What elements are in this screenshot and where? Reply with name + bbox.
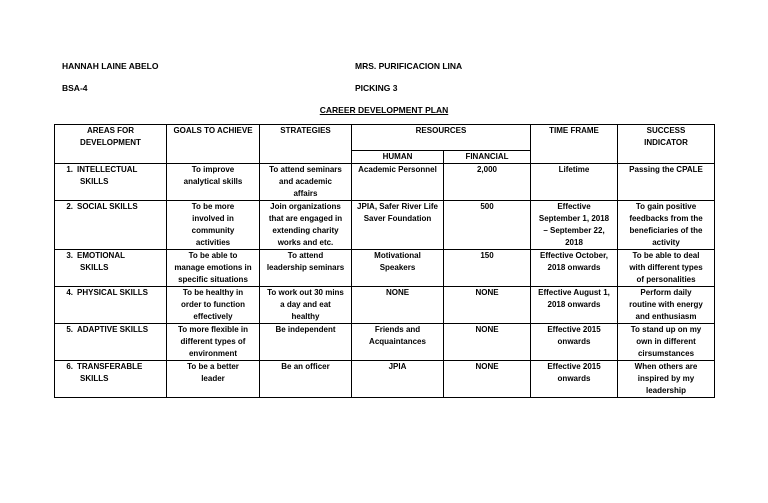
success-indicator-cell (618, 250, 715, 287)
header-areas: AREAS FOR DEVELOPMENT (55, 125, 167, 164)
strategy-cell-line: Join organizations (270, 202, 341, 211)
goal-cell (167, 250, 260, 287)
time-frame-cell-line: Effective 2015 (547, 362, 601, 371)
header-human: HUMAN (352, 151, 444, 164)
table-row (55, 201, 715, 250)
area-name: PHYSICAL SKILLS (77, 288, 148, 297)
strategy-cell-line: healthy (291, 312, 320, 321)
strategy-cell (260, 164, 352, 201)
area-name-cont: SKILLS (80, 177, 109, 186)
strategy-cell-line: affairs (293, 189, 318, 198)
area-number: 6. (66, 362, 73, 371)
strategy-cell-line: and academic (279, 177, 332, 186)
area-number: 2. (66, 202, 73, 211)
area-cell (55, 250, 167, 287)
success-indicator-cell-line: activity (652, 238, 680, 247)
strategy-cell-line: To work out 30 mins (267, 288, 344, 297)
goal-cell-line: analytical skills (183, 177, 243, 186)
area-number: 5. (66, 325, 73, 334)
success-indicator-cell-line: and enthusiasm (635, 312, 697, 321)
time-frame-cell (531, 287, 618, 324)
goal-cell-line: leader (201, 374, 225, 383)
area-name: EMOTIONAL (77, 251, 125, 260)
success-indicator-cell-line: To be able to deal (632, 251, 700, 260)
strategy-cell-line: works and etc. (277, 238, 334, 247)
financial-cell: NONE (444, 287, 531, 324)
strategy-cell (260, 201, 352, 250)
header-success: SUCCESS INDICATOR (618, 125, 715, 164)
goal-cell-line: To be able to (188, 251, 238, 260)
area-number: 1. (66, 165, 73, 174)
success-indicator-cell (618, 287, 715, 324)
table-row (55, 287, 715, 324)
header-financial: FINANCIAL (444, 151, 531, 164)
goal-cell (167, 287, 260, 324)
success-indicator-cell-line: routine with energy (629, 300, 703, 309)
goal-cell-line: specific situations (178, 275, 248, 284)
success-indicator-cell-line: feedbacks from the (629, 214, 703, 223)
success-indicator-cell-line: leadership (645, 386, 686, 395)
goal-cell-line: order to function (181, 300, 245, 309)
success-indicator-cell (618, 324, 715, 361)
time-frame-cell (531, 164, 618, 201)
human-resource-cell-line: JPIA, Safer River Life (357, 202, 438, 211)
page-title: CAREER DEVELOPMENT PLAN (319, 105, 449, 115)
financial-cell: 150 (444, 250, 531, 287)
human-resource-cell-line: JPIA (388, 362, 407, 371)
time-frame-cell (531, 250, 618, 287)
success-indicator-cell-line: When others are (634, 362, 698, 371)
strategy-cell-line: leadership seminars (266, 263, 345, 272)
teacher-name: MRS. PURIFICACION LINA (355, 61, 463, 71)
human-resource-cell (352, 324, 444, 361)
success-indicator-cell-line: beneficiaries of the (629, 226, 703, 235)
success-indicator-cell-line: with different types (629, 263, 703, 272)
goal-cell-line: manage emotions in (174, 263, 252, 272)
goal-cell (167, 201, 260, 250)
strategy-cell-line: Be independent (275, 325, 336, 334)
table-row (55, 250, 715, 287)
career-plan-table (54, 124, 715, 398)
success-indicator-cell-line: own in different (636, 337, 696, 346)
area-name: TRANSFERABLE (77, 362, 143, 371)
time-frame-cell-line: Lifetime (558, 165, 590, 174)
time-frame-cell-line: – September 22, (543, 226, 605, 235)
human-resource-cell-line: Acquaintances (369, 337, 426, 346)
goal-cell-line: environment (188, 349, 237, 358)
goal-cell-line: To improve (191, 165, 235, 174)
goal-cell-line: To more flexible in (177, 325, 249, 334)
area-line (57, 287, 164, 299)
human-resource-cell (352, 287, 444, 324)
time-frame-cell-line: Effective 2015 (547, 325, 601, 334)
human-resource-cell (352, 361, 444, 398)
table-row (55, 324, 715, 361)
area-name-cont: SKILLS (80, 374, 109, 383)
time-frame-cell-line: September 1, 2018 (538, 214, 610, 223)
area-cell (55, 324, 167, 361)
time-frame-cell (531, 361, 618, 398)
goal-cell (167, 361, 260, 398)
strategy-cell-line: To attend seminars (269, 165, 342, 174)
activity-label: PICKING 3 (355, 83, 398, 93)
area-line (57, 164, 164, 176)
section: BSA-4 (62, 83, 88, 93)
success-indicator-cell (618, 361, 715, 398)
financial-cell: 500 (444, 201, 531, 250)
strategy-cell (260, 287, 352, 324)
student-name: HANNAH LAINE ABELO (62, 61, 159, 71)
goal-cell (167, 164, 260, 201)
time-frame-cell-line: 2018 (565, 238, 583, 247)
financial-cell: NONE (444, 361, 531, 398)
area-cell (55, 164, 167, 201)
success-indicator-cell (618, 201, 715, 250)
success-indicator-cell-line: Perform daily (640, 288, 692, 297)
human-resource-cell-line: Speakers (379, 263, 416, 272)
financial-cell: NONE (444, 324, 531, 361)
strategy-cell-line: extending charity (272, 226, 339, 235)
strategy-cell-line: a day and eat (280, 300, 331, 309)
area-cell (55, 201, 167, 250)
area-name-cont: SKILLS (80, 263, 109, 272)
header-time-frame: TIME FRAME (531, 125, 618, 164)
human-resource-cell-line: Saver Foundation (363, 214, 432, 223)
success-indicator-cell (618, 164, 715, 201)
strategy-cell (260, 250, 352, 287)
success-indicator-cell-line: Passing the CPALE (629, 165, 703, 174)
strategy-cell-line: Be an officer (281, 362, 330, 371)
header-resources: RESOURCES (352, 125, 531, 151)
goal-cell-line: activities (195, 238, 231, 247)
success-indicator-cell-line: of personalities (636, 275, 696, 284)
area-line (57, 324, 164, 336)
area-cell (55, 287, 167, 324)
goal-cell-line: effectively (193, 312, 233, 321)
time-frame-cell-line: 2018 onwards (547, 300, 601, 309)
financial-cell: 2,000 (444, 164, 531, 201)
area-name: SOCIAL SKILLS (77, 202, 138, 211)
area-name: INTELLECTUAL (77, 165, 138, 174)
goal-cell-line: community (191, 226, 235, 235)
header-strategies: STRATEGIES (260, 125, 352, 164)
area-number: 4. (66, 288, 73, 297)
time-frame-cell-line: Effective August 1, (538, 288, 610, 297)
human-resource-cell (352, 201, 444, 250)
human-resource-cell-line: Motivational (374, 251, 421, 260)
time-frame-cell-line: onwards (557, 337, 591, 346)
human-resource-cell-line: Friends and (374, 325, 421, 334)
area-line (57, 201, 164, 213)
time-frame-cell-line: onwards (557, 374, 591, 383)
human-resource-cell (352, 164, 444, 201)
time-frame-cell-line: Effective October, (539, 251, 609, 260)
time-frame-cell (531, 324, 618, 361)
header-goals: GOALS TO ACHIEVE (167, 125, 260, 164)
goal-cell-line: different types of (180, 337, 246, 346)
area-number: 3. (66, 251, 73, 260)
table-row (55, 361, 715, 398)
goal-cell-line: To be a better (187, 362, 239, 371)
strategy-cell (260, 324, 352, 361)
human-resource-cell-line: Academic Personnel (358, 165, 437, 174)
goal-cell (167, 324, 260, 361)
success-indicator-cell-line: cirsumstances (637, 349, 695, 358)
success-indicator-cell-line: To gain positive (635, 202, 697, 211)
table-row (55, 164, 715, 201)
goal-cell-line: To be more (191, 202, 235, 211)
time-frame-cell (531, 201, 618, 250)
area-cell (55, 361, 167, 398)
area-line (57, 361, 164, 373)
success-indicator-cell-line: inspired by my (637, 374, 695, 383)
human-resource-cell (352, 250, 444, 287)
area-line (57, 250, 164, 262)
area-name: ADAPTIVE SKILLS (77, 325, 149, 334)
strategy-cell (260, 361, 352, 398)
goal-cell-line: involved in (192, 214, 234, 223)
strategy-cell-line: that are engaged in (268, 214, 343, 223)
human-resource-cell-line: NONE (385, 288, 410, 297)
goal-cell-line: To be healthy in (182, 288, 244, 297)
time-frame-cell-line: Effective (557, 202, 591, 211)
strategy-cell-line: To attend (287, 251, 324, 260)
time-frame-cell-line: 2018 onwards (547, 263, 601, 272)
success-indicator-cell-line: To stand up on my (630, 325, 702, 334)
